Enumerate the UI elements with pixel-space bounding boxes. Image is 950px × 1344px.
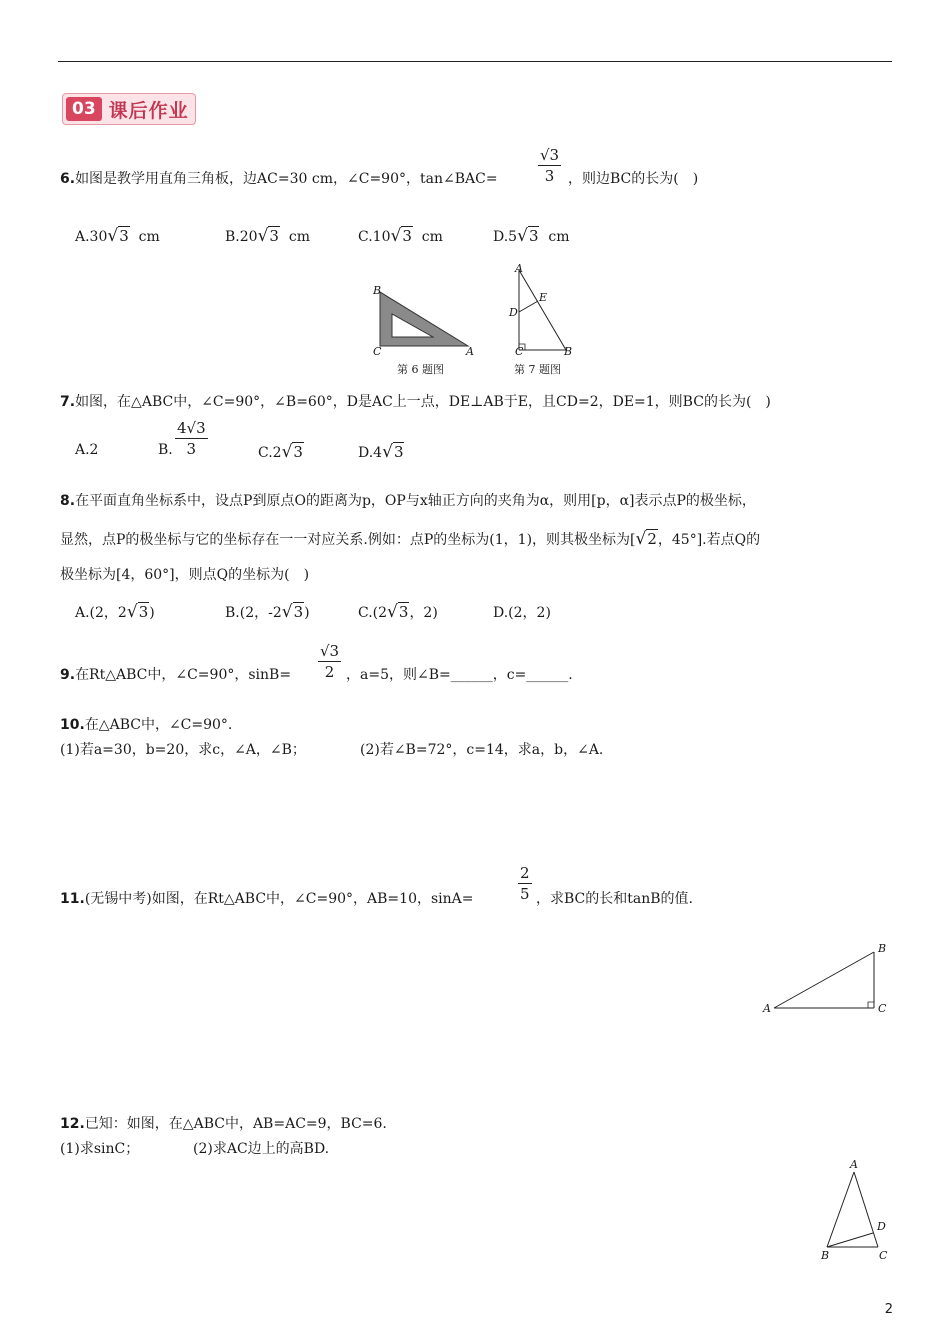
q11-number: 11. xyxy=(60,891,85,907)
q10-number: 10. xyxy=(60,717,85,733)
q6-option-a: A.30√3 cm xyxy=(75,226,160,246)
fig6-caption: 第 6 题图 xyxy=(397,363,444,376)
q6-figure xyxy=(368,284,478,356)
q10-stem: 10.在△ABC中，∠C=90°. xyxy=(60,717,233,733)
q7-option-d: D.4√3 xyxy=(358,442,404,462)
section-number: 03 xyxy=(66,97,102,121)
q10-part1: (1)若a=30，b=20，求c，∠A，∠B； xyxy=(60,742,306,758)
fig6-label-b: B xyxy=(373,284,382,297)
section-badge xyxy=(62,93,196,125)
q7-number: 7. xyxy=(60,394,76,410)
fig7-caption: 第 7 题图 xyxy=(514,363,561,376)
q6-fraction xyxy=(538,146,561,185)
q6-option-c: C.10√3 cm xyxy=(358,226,443,246)
header-rule xyxy=(58,61,892,62)
q6-stem xyxy=(60,169,498,189)
q7-option-b-label: B. xyxy=(158,442,173,458)
q9-fraction: √3 2 xyxy=(320,642,340,681)
q8-option-b: B.(2，-2√3) xyxy=(225,602,310,622)
fig12-label-d: D xyxy=(877,1220,886,1233)
q11-stem: 11.(无锡中考)如图，在Rt△ABC中，∠C=90°，AB=10，sinA= xyxy=(60,891,474,907)
q11-text-b: ，求BC的长和tanB的值. xyxy=(536,891,693,907)
q6-frac-den: 3 xyxy=(544,167,555,185)
q8-option-d: D.(2，2) xyxy=(493,605,551,621)
fig7-label-a: A xyxy=(515,262,523,275)
q6-frac-num: √3 xyxy=(540,146,560,164)
q6-text-a: 如图是教学用直角三角板，边AC=30 cm，∠C=90°，tan∠BAC= xyxy=(75,171,498,187)
q9-stem: 9.在Rt△ABC中，∠C=90°，sinB= xyxy=(60,667,292,683)
q7-option-a: A.2 xyxy=(75,442,99,458)
q12-part2: (2)求AC边上的高BD. xyxy=(193,1141,330,1157)
q9-text-b: ，a=5，则∠B=______，c=______. xyxy=(346,667,573,683)
fig12-label-b: B xyxy=(821,1249,830,1262)
q6-option-b: B.20√3 cm xyxy=(225,226,310,246)
q12-number: 12. xyxy=(60,1116,85,1132)
fig7-label-d: D xyxy=(509,306,518,319)
q11-figure xyxy=(760,940,890,1018)
page-number: 2 xyxy=(884,1302,893,1317)
q6-text-b: ，则边BC的长为( ) xyxy=(568,171,699,187)
q7-option-b-fraction: 4√3 3 xyxy=(177,419,206,458)
fig11-label-a: A xyxy=(763,1002,771,1015)
q12-figure xyxy=(815,1160,890,1260)
q12-part1: (1)求sinC； xyxy=(60,1141,140,1157)
q6-number: 6. xyxy=(60,171,76,187)
q8-option-c: C.(2√3，2) xyxy=(358,602,438,622)
fig7-label-b: B xyxy=(564,345,573,358)
q8-line2: 显然，点P的极坐标与它的坐标存在一一对应关系.例如：点P的坐标为(1，1)，则其极坐标为[√2，45°].若点Q的 xyxy=(60,529,761,549)
q9-number: 9. xyxy=(60,667,76,683)
q8-number: 8. xyxy=(60,493,76,509)
q7-text: 如图，在△ABC中，∠C=90°，∠B=60°，D是AC上一点，DE⊥AB于E，且CD=2，DE=1，则BC的长为( ) xyxy=(75,394,771,410)
fig11-label-b: B xyxy=(878,942,887,955)
q7-stem xyxy=(60,392,771,412)
fig6-label-c: C xyxy=(373,345,382,358)
q6-option-d: D.5√3 cm xyxy=(493,226,570,246)
fig6-label-a: A xyxy=(466,345,474,358)
q8-line3: 极坐标为[4，60°]，则点Q的坐标为( ) xyxy=(60,567,310,583)
fig11-label-c: C xyxy=(878,1002,887,1015)
q8-line1: 8.在平面直角坐标系中，设点P到原点O的距离为p，OP与x轴正方向的夹角为α，则用[p，α]表示点P的极坐标， xyxy=(60,493,756,509)
q7-option-c: C.2√3 xyxy=(258,442,303,462)
fig12-label-c: C xyxy=(879,1249,888,1262)
fig7-label-c: C xyxy=(515,345,524,358)
fig12-label-a: A xyxy=(850,1158,858,1171)
q10-part2: (2)若∠B=72°，c=14，求a，b，∠A. xyxy=(360,742,604,758)
q8-option-a: A.(2，2√3) xyxy=(75,602,155,622)
q11-fraction: 2 5 xyxy=(520,864,530,903)
fig7-label-e: E xyxy=(539,291,548,304)
q12-stem: 12.已知：如图，在△ABC中，AB=AC=9，BC=6. xyxy=(60,1116,387,1132)
section-title: 课后作业 xyxy=(108,99,189,122)
